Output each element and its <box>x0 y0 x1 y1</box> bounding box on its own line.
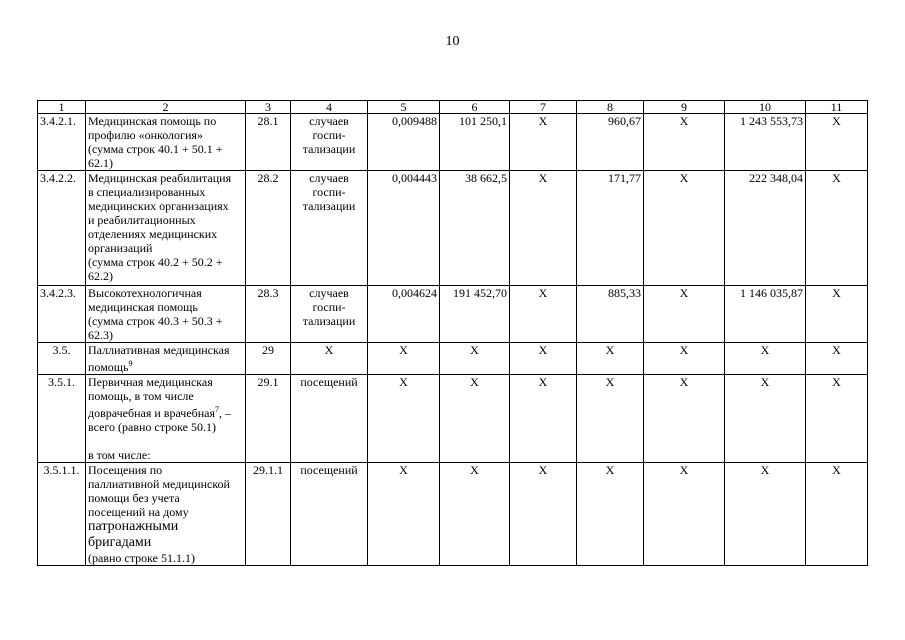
header-cell: 1 <box>38 101 86 114</box>
cell-col11: X <box>806 375 868 463</box>
header-cell: 11 <box>806 101 868 114</box>
cell-col8: X <box>577 375 644 463</box>
row-line-number: 29.1 <box>246 375 291 463</box>
row-unit: X <box>291 343 368 375</box>
row-name: Высокотехнологичная медицинская помощь (сумма строк 40.3 + 50.3 + 62.3) <box>86 286 246 343</box>
cell-col11: X <box>806 171 868 286</box>
row-unit: случаев госпи- тализации <box>291 286 368 343</box>
cell-col11: X <box>806 343 868 375</box>
footnote-mark: 9 <box>128 359 133 368</box>
cell-col8: 885,33 <box>577 286 644 343</box>
row-line-number: 28.1 <box>246 114 291 171</box>
cell-col5: 0,009488 <box>368 114 440 171</box>
cell-col6: X <box>440 375 510 463</box>
cell-col10: X <box>725 463 806 566</box>
table-row <box>38 286 868 343</box>
row-code: 3.5.1. <box>38 375 86 463</box>
cell-col5: 0,004624 <box>368 286 440 343</box>
cell-col8: 960,67 <box>577 114 644 171</box>
cell-col10: X <box>725 375 806 463</box>
cell-col6: X <box>440 463 510 566</box>
header-row <box>38 101 868 114</box>
header-cell: 3 <box>246 101 291 114</box>
cell-col6: 38 662,5 <box>440 171 510 286</box>
cell-col10: X <box>725 343 806 375</box>
row-name: Первичная медицинская помощь, в том числе доврачебная и врачебная$^7$, – всего (равно строке 50.1) в том числе: <box>86 375 246 463</box>
table-row <box>38 171 868 286</box>
table-row <box>38 114 868 171</box>
cell-col5: X <box>368 343 440 375</box>
cell-col6: 191 452,70 <box>440 286 510 343</box>
cell-col9: X <box>644 375 725 463</box>
cell-col9: X <box>644 286 725 343</box>
cell-col10: 1 243 553,73 <box>725 114 806 171</box>
header-cell: 4 <box>291 101 368 114</box>
cell-col6: X <box>440 343 510 375</box>
cell-col8: X <box>577 343 644 375</box>
page-number: 10 <box>445 34 460 49</box>
row-line-number: 29.1.1 <box>246 463 291 566</box>
cell-col5: X <box>368 463 440 566</box>
row-line-number: 28.2 <box>246 171 291 286</box>
cell-col5: 0,004443 <box>368 171 440 286</box>
header-cell: 10 <box>725 101 806 114</box>
row-unit: посещений <box>291 463 368 566</box>
header-cell: 2 <box>86 101 246 114</box>
cell-col9: X <box>644 171 725 286</box>
cell-col9: X <box>644 114 725 171</box>
row-name: Посещения по паллиативной медицинской помощи без учета посещений на дому патронажными бригадами (равно строке 51.1.1) <box>86 463 246 566</box>
row-code: 3.5.1.1. <box>38 463 86 566</box>
table-row <box>38 375 868 463</box>
cell-col7: X <box>510 286 577 343</box>
cell-col11: X <box>806 286 868 343</box>
cell-col6: 101 250,1 <box>440 114 510 171</box>
cell-col7: X <box>510 463 577 566</box>
cell-col8: X <box>577 463 644 566</box>
row-name: Медицинская реабилитация в специализированных медицинских организациях и реабилитационных отделениях медицинских организаций (сумма строк 40.2 + 50.2 + 62.2) <box>86 171 246 286</box>
row-line-number: 28.3 <box>246 286 291 343</box>
row-unit: случаев госпи- тализации <box>291 114 368 171</box>
footnote-mark: 7 <box>215 405 220 414</box>
row-name: Паллиативная медицинская помощь$^9$ <box>86 343 246 375</box>
header-cell: 6 <box>440 101 510 114</box>
cell-col9: X <box>644 463 725 566</box>
cell-col11: X <box>806 114 868 171</box>
row-unit: случаев госпи- тализации <box>291 171 368 286</box>
cell-col7: X <box>510 343 577 375</box>
row-line-number: 29 <box>246 343 291 375</box>
cell-col10: 1 146 035,87 <box>725 286 806 343</box>
cell-col8: 171,77 <box>577 171 644 286</box>
cell-col10: 222 348,04 <box>725 171 806 286</box>
data-table <box>37 100 868 566</box>
cell-col11: X <box>806 463 868 566</box>
row-code: 3.5. <box>38 343 86 375</box>
header-cell: 5 <box>368 101 440 114</box>
table-row <box>38 463 868 566</box>
row-code: 3.4.2.1. <box>38 114 86 171</box>
table-row <box>38 343 868 375</box>
cell-col7: X <box>510 114 577 171</box>
row-name: Медицинская помощь по профилю «онкология» (сумма строк 40.1 + 50.1 + 62.1) <box>86 114 246 171</box>
header-cell: 7 <box>510 101 577 114</box>
header-cell: 8 <box>577 101 644 114</box>
cell-col7: X <box>510 375 577 463</box>
row-unit: посещений <box>291 375 368 463</box>
header-cell: 9 <box>644 101 725 114</box>
row-code: 3.4.2.2. <box>38 171 86 286</box>
cell-col9: X <box>644 343 725 375</box>
cell-col7: X <box>510 171 577 286</box>
row-code: 3.4.2.3. <box>38 286 86 343</box>
cell-col5: X <box>368 375 440 463</box>
